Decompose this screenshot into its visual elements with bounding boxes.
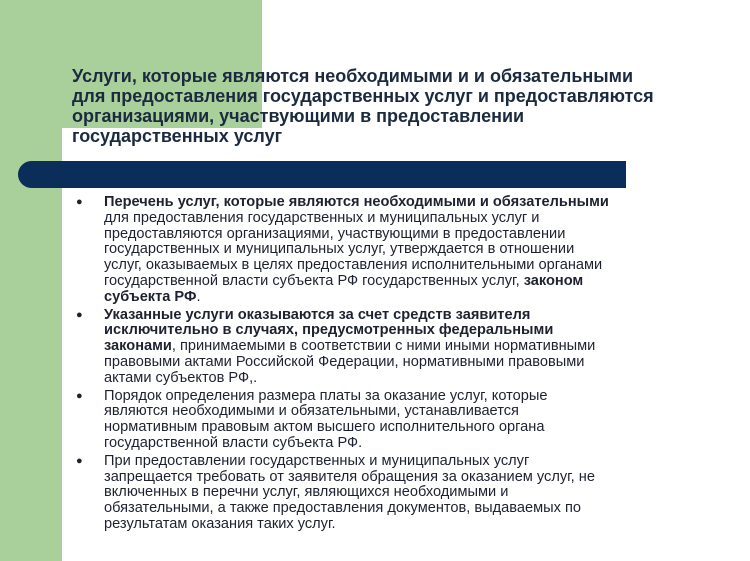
bullet-dot-icon: ● [76, 196, 83, 208]
text-line [104, 323, 713, 339]
text-segment: обязательными, а также предоставления документов, выдаваемых по [104, 500, 581, 517]
text-segment: государственных и муниципальных услуг, утверждается в отношении [104, 241, 575, 258]
bullet-dot-icon: ● [76, 454, 83, 467]
text-segment: правовыми актами Российской Федерации, нормативными правовыми [104, 353, 585, 370]
text-line [104, 436, 713, 452]
text-segment: для предоставления государственных и муниципальных услуг и [104, 209, 540, 226]
text-line [104, 195, 713, 211]
bullet-list [73, 195, 713, 535]
bullet-dot-icon: ● [76, 308, 83, 321]
text-line [104, 485, 713, 501]
text-segment: государственной власти субъекта РФ государственных услуг, [104, 272, 524, 289]
text-line [104, 274, 713, 290]
title-line: для предоставления государственных услуг и предоставляются [72, 86, 654, 106]
bold-text: Указанные услуги оказываются за счет средств заявителя [104, 306, 531, 323]
text-segment: государственной власти субъекта РФ. [104, 434, 363, 451]
text-line [104, 258, 713, 274]
bullet-item [73, 454, 713, 533]
text-line [104, 371, 713, 387]
text-line [104, 389, 713, 405]
bold-text: субъекта РФ [104, 288, 197, 305]
text-line [104, 404, 713, 420]
text-line [104, 339, 713, 355]
bullet-dot-icon: ● [76, 389, 83, 402]
text-segment: результатам оказания таких услуг. [104, 515, 336, 532]
text-segment: актами субъектов РФ,. [104, 369, 258, 386]
text-line [104, 308, 713, 324]
text-segment: Порядок определения размера платы за оказание услуг, которые [104, 387, 548, 404]
bold-text: законом [523, 272, 584, 289]
text-line [104, 470, 713, 486]
title-divider-bar [18, 161, 626, 188]
text-segment: включенных в перечни услуг, являющихся необходимыми и [104, 484, 509, 501]
slide-title [72, 66, 712, 146]
bullet-item [73, 308, 713, 387]
text-line [104, 517, 713, 533]
text-line [104, 420, 713, 436]
text-line [104, 355, 713, 371]
text-line [104, 454, 713, 470]
bold-text: Перечень услуг, которые являются необходимыми и обязательными [104, 194, 609, 210]
text-segment: . [196, 288, 201, 305]
text-segment: запрещается требовать от заявителя обращения за оказанием услуг, не [104, 468, 595, 485]
text-segment: , принимаемыми в соответствии с ними иными нормативными [171, 338, 596, 355]
text-segment: предоставляются организациями, участвующими в предоставлении [104, 225, 566, 242]
text-line [104, 211, 713, 227]
bullet-item [73, 195, 713, 306]
title-line: организациями, участвующими в предоставлении [72, 106, 525, 126]
text-line [104, 501, 713, 517]
bullet-item [73, 389, 713, 452]
bold-text: исключительно в случаях, предусмотренных федеральными [104, 322, 554, 339]
text-segment: При предоставлении государственных и муниципальных услуг [104, 452, 530, 469]
text-line [104, 290, 713, 306]
text-line [104, 242, 713, 258]
text-segment: являются необходимыми и обязательными, устанавливается [104, 403, 519, 420]
title-line: Услуги, которые являются необходимыми и и обязательными [72, 66, 634, 86]
title-line: государственных услуг [72, 126, 283, 146]
text-segment: нормативным правовым актом высшего исполнительного органа [104, 419, 545, 436]
green-left-strip [0, 128, 62, 561]
text-segment: услуг, оказываемых в целях предоставления исполнительными органами [104, 257, 603, 274]
text-line [104, 227, 713, 243]
bold-text: законами [104, 338, 172, 355]
